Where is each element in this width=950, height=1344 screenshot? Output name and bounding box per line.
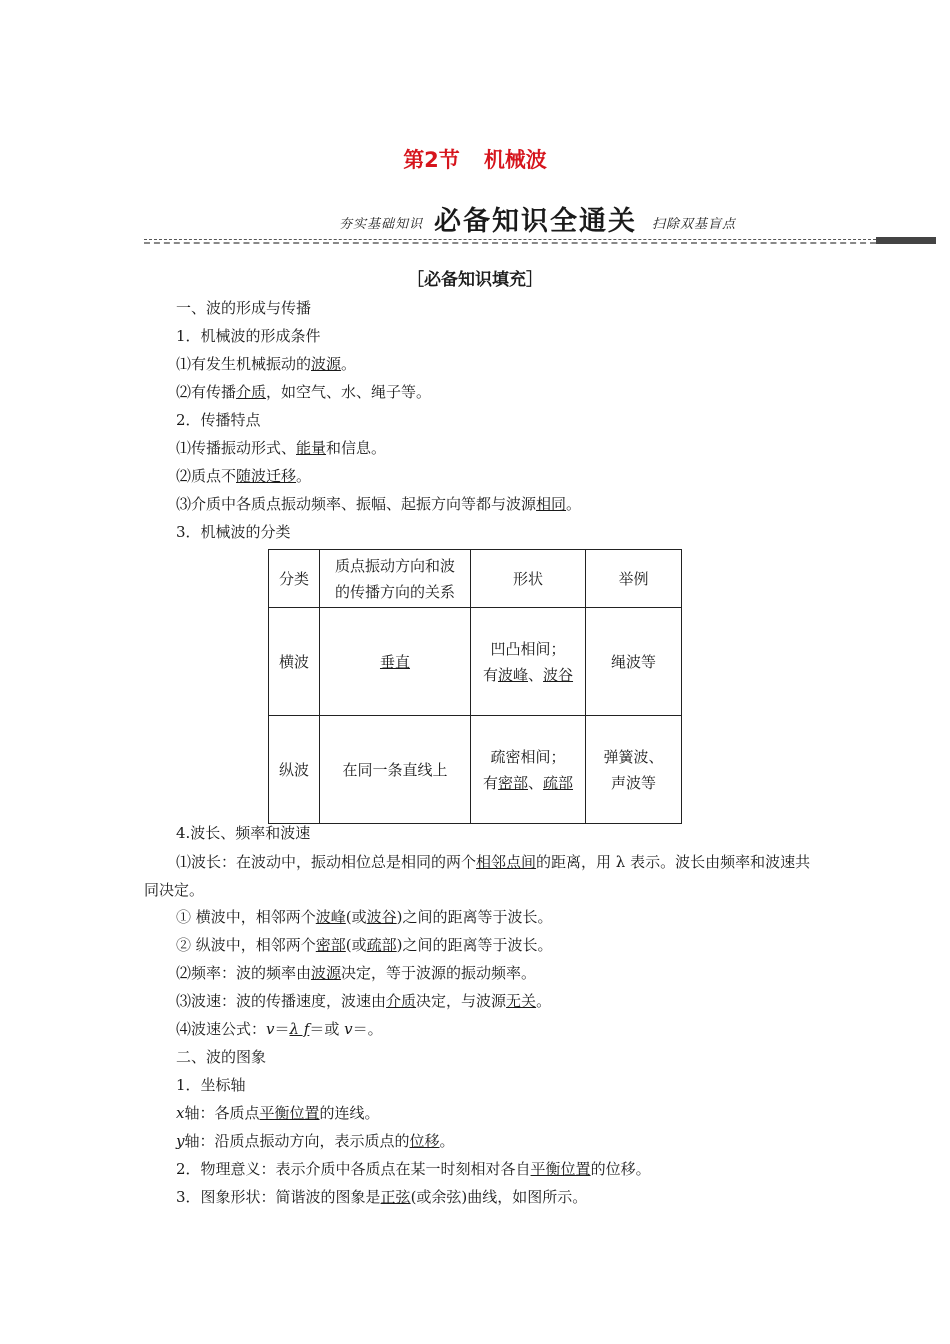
item-4b-frequency: ⑵频率：波的频率由波源决定，等于波源的振动频率。 (176, 964, 537, 982)
answer-blank: 波峰 (315, 908, 346, 926)
table-cell: 形状 (471, 550, 586, 608)
answer-blank: 平衡位置 (259, 1104, 320, 1122)
answer-blank: 波谷 (366, 908, 397, 926)
answer-blank: 疏部 (543, 773, 574, 792)
wave-classification-table (268, 549, 682, 824)
answer-blank: 能量 (296, 439, 327, 457)
answer-blank: 介质 (236, 383, 267, 401)
table-cell: 纵波 (269, 716, 320, 824)
section-banner (144, 200, 936, 244)
answer-blank: 平衡位置 (530, 1160, 591, 1178)
answer-blank: 波峰 (497, 665, 528, 684)
table-cell: 凹凸相间； 有波峰、波谷 (471, 608, 586, 716)
item-4a2: ② 纵波中，相邻两个密部(或疏部)之间的距离等于波长。 (176, 936, 553, 954)
banner-main-text: 必备知识全通关 (434, 206, 637, 237)
item-2b: ⑵质点不随波迁移。 (176, 467, 312, 485)
answer-blank: 正弦 (380, 1188, 411, 1206)
page-title (0, 144, 950, 174)
answer-blank: 介质 (386, 992, 417, 1010)
table-cell: 在同一条直线上 (320, 716, 471, 824)
item-x-axis: x轴：各质点平衡位置的连线。 (176, 1104, 380, 1122)
item-y-axis: y轴：沿质点振动方向，表示质点的位移。 (176, 1132, 455, 1150)
banner-rule-thick (144, 242, 876, 244)
item-formation-conditions: 1．机械波的形成条件 (176, 327, 321, 345)
heading-wave-formation: 一、波的形成与传播 (176, 299, 312, 317)
table-cell: 绳波等 (586, 608, 682, 716)
answer-blank: 相邻点间 (476, 853, 537, 871)
table-cell: 举例 (586, 550, 682, 608)
answer-blank: λ f (289, 1020, 310, 1038)
item-2a: ⑴传播振动形式、能量和信息。 (176, 439, 387, 457)
answer-blank: 相同 (536, 495, 567, 513)
answer-blank: 随波迁移 (236, 467, 297, 485)
item-propagation-features: 2．传播特点 (176, 411, 261, 429)
item-physical-meaning: 2．物理意义：表示介质中各质点在某一时刻相对各自平衡位置的位移。 (176, 1160, 651, 1178)
section-name: 机械波 (483, 148, 547, 172)
answer-blank: 无关 (506, 992, 537, 1010)
answer-blank: 密部 (497, 773, 528, 792)
table-cell: 质点振动方向和波 的传播方向的关系 (320, 550, 471, 608)
subsection-heading: ［必备知识填充］ (407, 270, 543, 290)
answer-blank: 垂直 (379, 652, 410, 671)
item-4c-speed: ⑶波速：波的传播速度，波速由介质决定，与波源无关。 (176, 992, 552, 1010)
item-4a1: ① 横波中，相邻两个波峰(或波谷)之间的距离等于波长。 (176, 908, 553, 926)
table-row (269, 608, 682, 716)
banner-right-text: 扫除双基盲点 (652, 217, 737, 232)
answer-blank: 疏部 (366, 936, 397, 954)
banner-left-text: 夯实基础知识 (339, 217, 424, 232)
table-cell: 横波 (269, 608, 320, 716)
heading-wave-graph: 二、波的图象 (176, 1048, 267, 1066)
table-header-row (269, 550, 682, 608)
item-1b: ⑵有传播介质，如空气、水、绳子等。 (176, 383, 432, 401)
item-axes: 1．坐标轴 (176, 1076, 246, 1094)
section-number: 第2节 (403, 148, 460, 172)
answer-blank: 波源 (311, 964, 342, 982)
banner-rule-thin (144, 239, 876, 240)
item-4a-wavelength: ⑴波长：在波动中，振动相位总是相同的两个相邻点间的距离，用 λ 表示。波长由频率和波速共同决定。 (144, 853, 811, 899)
table-cell (320, 608, 471, 716)
item-classification: 3．机械波的分类 (176, 523, 291, 541)
table-cell: 弹簧波、 声波等 (586, 716, 682, 824)
item-wavelength-frequency-speed: 4.波长、频率和波速 (176, 824, 311, 842)
item-1a: ⑴有发生机械振动的波源。 (176, 355, 357, 373)
answer-blank: 密部 (315, 936, 346, 954)
table-row (269, 716, 682, 824)
answer-blank: 波源 (311, 355, 342, 373)
item-4d-formula: ⑷波速公式：v＝λ f＝或 v＝。 (176, 1020, 383, 1038)
answer-blank: 位移 (409, 1132, 440, 1150)
table-cell: 分类 (269, 550, 320, 608)
item-graph-shape: 3．图象形状：简谐波的图象是正弦(或余弦)曲线，如图所示。 (176, 1188, 588, 1206)
answer-blank: 波谷 (543, 665, 574, 684)
table-cell: 疏密相间； 有密部、疏部 (471, 716, 586, 824)
banner-endcap (876, 237, 936, 244)
item-2c: ⑶介质中各质点振动频率、振幅、起振方向等都与波源相同。 (176, 495, 582, 513)
